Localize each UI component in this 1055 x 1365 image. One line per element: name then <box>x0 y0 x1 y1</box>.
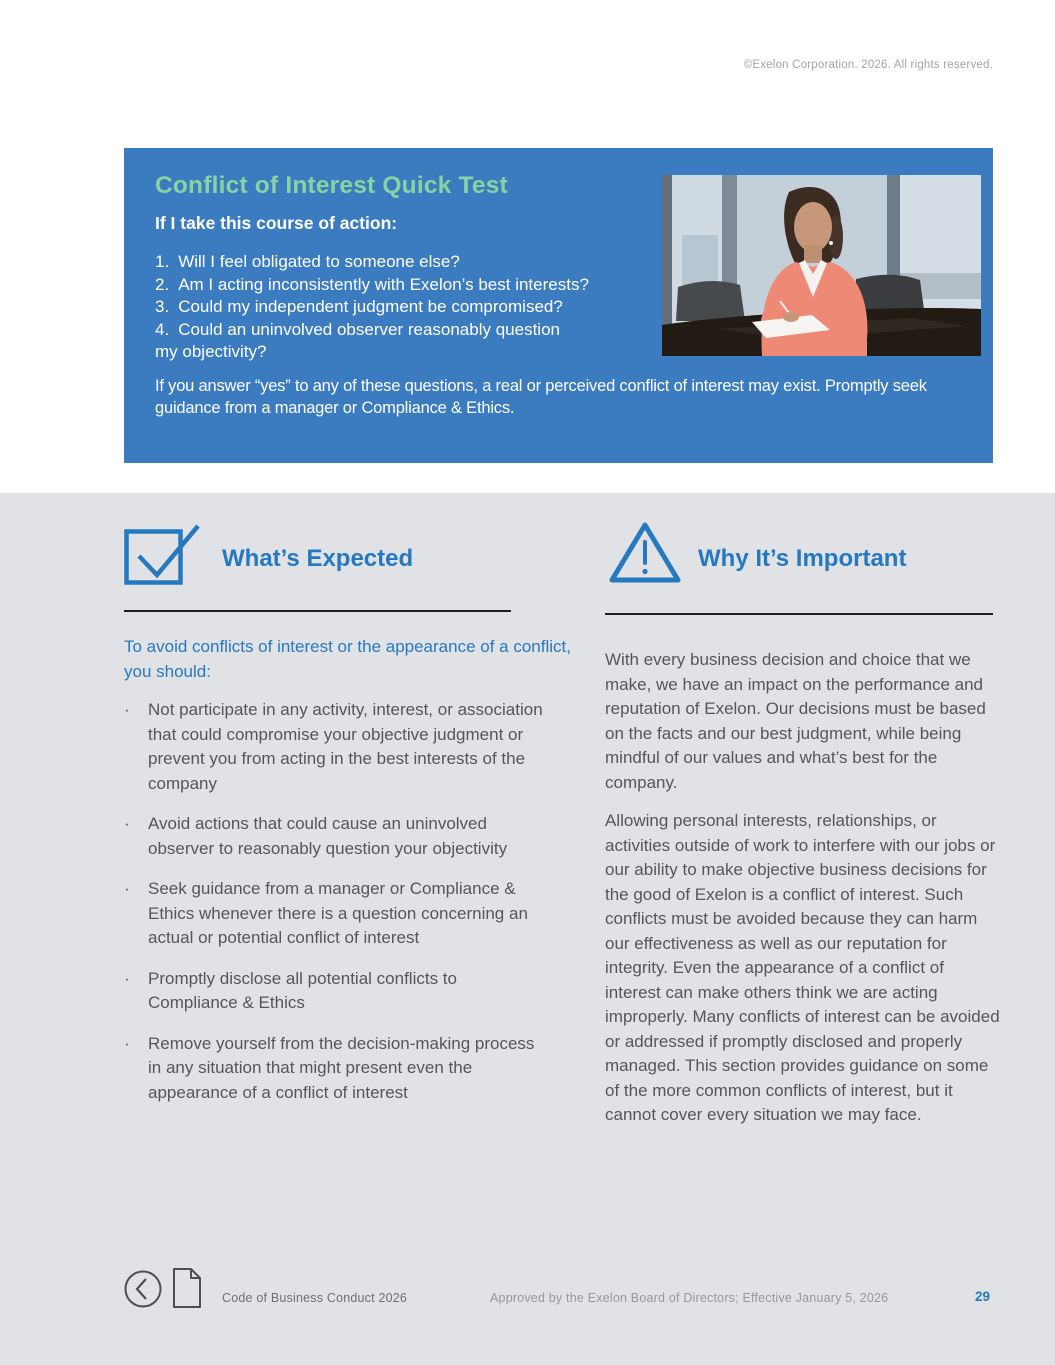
bullet-text: Remove yourself from the decision-making process in any situation that might present even the appearance of a conflict of interest <box>148 1033 535 1102</box>
question-text: Could an uninvolved observer reasonably question <box>178 319 560 339</box>
question-item <box>155 251 655 274</box>
bullet-item <box>124 877 554 951</box>
bullet-dot: · <box>124 1033 130 1053</box>
footer-approval-text: Approved by the Exelon Board of Directors; Effective January 5, 2026 <box>490 1291 889 1305</box>
document-page-icon <box>172 1267 202 1309</box>
question-number: 1. <box>155 252 170 271</box>
right-divider <box>605 613 993 615</box>
left-divider <box>124 610 511 612</box>
bullet-dot: · <box>124 879 130 898</box>
two-column-section <box>0 493 1055 1365</box>
quick-test-panel <box>124 148 993 463</box>
important-paragraph: Allowing personal interests, relationships, or activities outside of work to interfere with our jobs or our ability to make objective business decisions for the good of Exelon is a conflict of interest. Such conflicts must be avoided because they can harm our effectiveness as well as our reputation for integrity. Even the appearance of a conflict of interest can make others think we are acting improperly. Many conflicts of interest can be avoided or addressed if promptly disclosed and properly managed. This section provides guidance on some of the more common conflicts of interest, but it cannot cover every situation we may face. <box>605 811 1000 1124</box>
quick-test-title: Conflict of Interest Quick Test <box>155 172 508 199</box>
expected-bullet-list <box>124 698 554 1121</box>
question-text: Am I acting inconsistently with Exelon’s best interests? <box>178 274 589 294</box>
bullet-text: Seek guidance from a manager or Compliance & Ethics whenever there is a question concerning an actual or potential conflict of interest <box>148 879 528 947</box>
back-chevron-circle-icon <box>124 1270 162 1308</box>
bullet-dot: · <box>124 968 130 988</box>
question-number: 3. <box>155 297 170 316</box>
bullet-dot: · <box>124 700 130 719</box>
question-text: Could my independent judgment be compromised? <box>178 297 563 316</box>
question-item <box>155 296 655 319</box>
footer-doc-title: Code of Business Conduct 2026 <box>222 1291 408 1305</box>
question-number: 2. <box>155 274 170 294</box>
quick-test-conclusion: If you answer “yes” to any of these questions, a real or perceived conflict of interest may exist. Promptly seek guidance from a manager or Compliance & Ethics. <box>155 377 927 417</box>
bullet-text: Avoid actions that could cause an uninvolved observer to reasonably question your objectivity <box>148 814 508 858</box>
bullet-item <box>124 698 554 796</box>
expected-intro: To avoid conflicts of interest or the appearance of a conflict, you should: <box>124 637 571 681</box>
bullet-item <box>124 1032 554 1106</box>
bullet-text: Not participate in any activity, interest, or association that could compromise your objective judgment or prevent you from acting in the best interests of the company <box>148 700 543 793</box>
question-number: 4. <box>155 319 170 339</box>
question-text: Will I feel obligated to someone else? <box>178 252 460 271</box>
important-paragraph: With every business decision and choice that we make, we have an impact on the performance and reputation of Exelon. Our decisions must be based on the facts and our best judgment, while being mindful of our values and what’s best for the company. <box>605 650 986 792</box>
copyright-text: ©Exelon Corporation. 2026. All rights reserved. <box>743 59 993 71</box>
photo-illustration <box>662 175 981 356</box>
bullet-item <box>124 967 554 1016</box>
quick-test-question-list <box>155 251 655 364</box>
bullet-text: Promptly disclose all potential conflicts to Compliance & Ethics <box>148 968 457 1012</box>
question-item <box>155 274 655 297</box>
checkbox-check-icon <box>124 523 202 585</box>
bullet-dot: · <box>124 814 130 833</box>
quick-test-subtitle: If I take this course of action: <box>155 213 398 233</box>
warning-triangle-icon <box>606 520 684 586</box>
important-title: Why It’s Important <box>698 545 907 572</box>
document-button[interactable] <box>172 1267 202 1312</box>
bullet-item <box>124 812 554 861</box>
back-button[interactable] <box>124 1270 162 1311</box>
page-number: 29 <box>975 1289 991 1304</box>
question-item-continuation: my objectivity? <box>155 342 267 361</box>
photo-woman-writing <box>662 175 981 356</box>
expected-title: What’s Expected <box>222 545 414 572</box>
question-item <box>155 319 655 342</box>
